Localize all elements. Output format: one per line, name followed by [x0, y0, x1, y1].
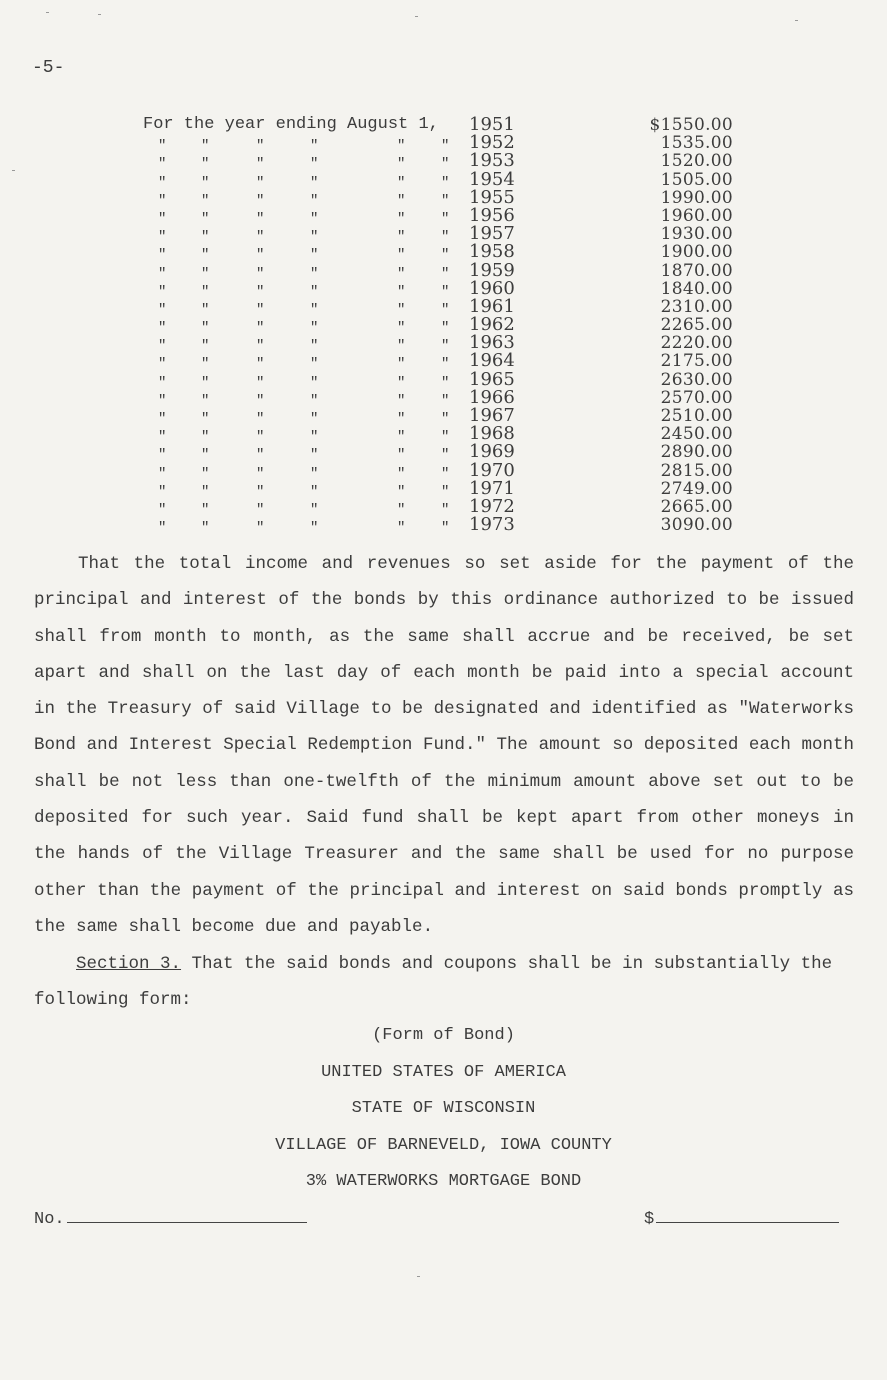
ditto-mark: "	[201, 283, 210, 300]
ditto-mark: "	[201, 447, 210, 464]
ditto-mark: "	[201, 320, 210, 337]
ditto-mark: "	[201, 483, 210, 500]
ditto-mark: "	[201, 229, 210, 246]
ditto-mark: "	[397, 429, 406, 446]
ditto-mark: "	[201, 192, 210, 209]
ditto-mark: "	[397, 465, 406, 482]
schedule-year: 1971	[469, 477, 515, 499]
ditto-mark: "	[310, 447, 319, 464]
schedule-amount: 1960.00	[660, 205, 733, 226]
bond-number-blank	[34, 1208, 307, 1229]
schedule-year: 1959	[469, 259, 515, 281]
schedule-row	[0, 295, 887, 318]
ditto-mark: "	[310, 192, 319, 209]
ditto-mark: "	[201, 392, 210, 409]
country-heading: UNITED STATES OF AMERICA	[321, 1063, 566, 1082]
ditto-mark: "	[256, 210, 265, 227]
paper-speck	[12, 170, 15, 171]
ditto-mark: "	[441, 138, 450, 155]
ditto-mark: "	[201, 247, 210, 264]
schedule-amount: 3090.00	[660, 515, 733, 536]
ditto-mark: "	[158, 520, 167, 537]
schedule-year: 1966	[469, 386, 515, 408]
schedule-row	[0, 314, 887, 337]
ditto-mark: "	[256, 411, 265, 427]
schedule-row	[0, 116, 887, 134]
ditto-mark: "	[310, 210, 319, 227]
schedule-row	[0, 223, 887, 246]
ditto-mark: "	[158, 483, 167, 500]
section-text: That the said bonds and coupons shall be in substantially the following form:	[34, 954, 833, 1011]
ditto-mark: "	[310, 229, 319, 246]
page-number: -5-	[32, 58, 65, 78]
bond-amount-blank	[644, 1208, 839, 1229]
ditto-mark: "	[310, 174, 319, 191]
ditto-mark: "	[397, 447, 406, 464]
ditto-mark: "	[397, 156, 406, 173]
schedule-amount: 2815.00	[660, 460, 733, 481]
schedule-amount: 1520.00	[660, 151, 733, 172]
ditto-mark: "	[310, 520, 319, 537]
schedule-year: 1956	[469, 204, 515, 226]
ditto-mark: "	[397, 174, 406, 191]
ditto-mark: "	[256, 247, 265, 264]
schedule-row	[0, 407, 887, 425]
schedule-amount: 1535.00	[660, 133, 733, 154]
ditto-mark: "	[310, 465, 319, 482]
schedule-amount: 2510.00	[660, 406, 733, 426]
ditto-mark: "	[158, 320, 167, 337]
ditto-mark: "	[158, 392, 167, 409]
amount-underline	[656, 1208, 839, 1223]
ditto-mark: "	[256, 156, 265, 173]
schedule-amount: 2665.00	[660, 496, 733, 517]
ditto-mark: "	[201, 356, 210, 373]
schedule-year: 1970	[469, 459, 515, 481]
ditto-mark: "	[397, 392, 406, 409]
schedule-year: 1957	[469, 223, 515, 245]
ditto-mark: "	[158, 156, 167, 173]
ditto-mark: "	[158, 301, 167, 318]
ditto-mark: "	[158, 501, 167, 518]
dollar-label: $	[644, 1210, 655, 1229]
schedule-row	[0, 259, 887, 282]
ditto-mark: "	[441, 338, 450, 355]
ditto-mark: "	[310, 429, 319, 446]
ditto-mark: "	[158, 429, 167, 446]
ditto-mark: "	[158, 247, 167, 264]
ditto-mark: "	[310, 283, 319, 300]
number-label: No.	[34, 1210, 65, 1229]
ditto-mark: "	[256, 374, 265, 391]
schedule-amount: $1550.00	[649, 115, 733, 135]
ditto-mark: "	[158, 210, 167, 227]
ditto-mark: "	[441, 392, 450, 409]
ditto-mark: "	[158, 229, 167, 246]
ditto-mark: "	[397, 320, 406, 337]
ditto-mark: "	[441, 483, 450, 500]
ditto-mark: "	[201, 301, 210, 318]
ditto-mark: "	[441, 465, 450, 482]
ditto-mark: "	[158, 356, 167, 373]
schedule-amount: 2175.00	[660, 351, 733, 372]
fund-paragraph-text: That the total income and revenues so set aside for the payment of the principal and interest of the bonds by this ordinance authorized to be issued shall from month to month, as the same shall accrue and be received, be set apart and shall on the last day of each month be paid into a special account in the Treasury of said Village to be designated and identified as "Waterworks Bond and Interest Special Redemption Fund." The amount so deposited each month shall be not less than one-twelfth of the minimum amount above set out to be deposited for such year. Said fund shall be kept apart from other moneys in the hands of the Village Treasurer and the same shall be used for no purpose other than the payment of the principal and interest on said bonds promptly as the same shall become due and payable.	[34, 554, 854, 937]
schedule-amount: 1840.00	[660, 278, 733, 299]
schedule-year: 1952	[469, 132, 515, 154]
schedule-year: 1954	[469, 168, 515, 190]
schedule-amount: 2890.00	[660, 442, 733, 463]
ditto-mark: "	[441, 210, 450, 227]
ditto-mark: "	[310, 483, 319, 500]
ditto-mark: "	[310, 156, 319, 173]
schedule-year: 1967	[469, 405, 515, 426]
schedule-year: 1965	[469, 368, 515, 390]
ditto-mark: "	[201, 411, 210, 427]
schedule-year: 1962	[469, 314, 515, 336]
ditto-mark: "	[256, 501, 265, 518]
schedule-row	[0, 514, 887, 537]
ditto-mark: "	[397, 247, 406, 264]
ditto-mark: "	[397, 520, 406, 537]
schedule-year: 1963	[469, 332, 515, 354]
ditto-mark: "	[256, 429, 265, 446]
schedule-year: 1968	[469, 423, 515, 445]
schedule-row	[0, 204, 887, 227]
ditto-mark: "	[256, 356, 265, 373]
ditto-mark: "	[441, 156, 450, 173]
schedule-amount: 2630.00	[660, 369, 733, 390]
ditto-mark: "	[201, 138, 210, 155]
ditto-mark: "	[397, 338, 406, 355]
paper-speck	[98, 14, 101, 15]
ditto-mark: "	[201, 520, 210, 537]
schedule-row	[0, 386, 887, 409]
ditto-mark: "	[441, 447, 450, 464]
schedule-amount: 2220.00	[660, 333, 733, 354]
ditto-mark: "	[256, 174, 265, 191]
schedule-amount: 2450.00	[660, 424, 733, 445]
ditto-mark: "	[441, 520, 450, 537]
ditto-mark: "	[397, 229, 406, 246]
ditto-mark: "	[201, 338, 210, 355]
section-title: Section 3.	[76, 954, 182, 974]
ditto-mark: "	[256, 229, 265, 246]
ditto-mark: "	[310, 247, 319, 264]
ditto-mark: "	[441, 229, 450, 246]
schedule-row	[0, 350, 887, 373]
schedule-row	[0, 459, 887, 482]
ditto-mark: "	[397, 265, 406, 282]
bond-title: 3% WATERWORKS MORTGAGE BOND	[305, 1172, 582, 1191]
schedule-amount: 1505.00	[660, 169, 733, 190]
ditto-mark: "	[397, 210, 406, 227]
ditto-mark: "	[310, 411, 319, 427]
ditto-mark: "	[441, 356, 450, 373]
ditto-mark: "	[158, 338, 167, 355]
ditto-mark: "	[256, 465, 265, 482]
schedule-year: 1953	[469, 150, 515, 172]
ditto-mark: "	[256, 392, 265, 409]
ditto-mark: "	[310, 138, 319, 155]
ditto-mark: "	[441, 374, 450, 391]
paper-speck	[415, 16, 418, 17]
schedule-year: 1972	[469, 495, 515, 517]
ditto-mark: "	[158, 465, 167, 482]
schedule-amount: 1990.00	[660, 187, 733, 208]
ditto-mark: "	[256, 447, 265, 464]
schedule-amount: 2265.00	[660, 315, 733, 336]
schedule-row	[0, 477, 887, 500]
schedule-amount: 2310.00	[660, 296, 733, 317]
schedule-amount: 1930.00	[660, 224, 733, 245]
schedule-row	[0, 150, 887, 173]
schedule-row	[0, 332, 887, 355]
ditto-mark: "	[256, 138, 265, 155]
ditto-mark: "	[397, 411, 406, 427]
ditto-mark: "	[441, 301, 450, 318]
ditto-mark: "	[201, 210, 210, 227]
ditto-mark: "	[256, 520, 265, 537]
schedule-year: 1969	[469, 441, 515, 463]
ditto-mark: "	[397, 374, 406, 391]
village-heading: VILLAGE OF BARNEVELD, IOWA COUNTY	[275, 1136, 612, 1155]
ditto-mark: "	[310, 301, 319, 318]
ditto-mark: "	[158, 174, 167, 191]
ditto-mark: "	[441, 429, 450, 446]
ditto-mark: "	[441, 247, 450, 264]
ditto-mark: "	[310, 265, 319, 282]
ditto-mark: "	[158, 283, 167, 300]
number-underline	[67, 1208, 307, 1223]
ditto-mark: "	[397, 138, 406, 155]
payment-schedule	[0, 114, 887, 537]
ditto-mark: "	[397, 356, 406, 373]
ditto-mark: "	[397, 501, 406, 518]
schedule-lead-text: For the year ending August 1,	[143, 115, 439, 134]
ditto-mark: "	[158, 138, 167, 155]
schedule-year: 1958	[469, 241, 515, 263]
fund-paragraph	[34, 546, 854, 945]
ditto-mark: "	[256, 338, 265, 355]
schedule-row	[0, 495, 887, 518]
ditto-mark: "	[397, 283, 406, 300]
ditto-mark: "	[201, 501, 210, 518]
ditto-mark: "	[397, 483, 406, 500]
ditto-mark: "	[158, 411, 167, 427]
ditto-mark: "	[441, 320, 450, 337]
schedule-year: 1955	[469, 186, 515, 208]
ditto-mark: "	[201, 465, 210, 482]
ditto-mark: "	[256, 192, 265, 209]
schedule-amount: 2749.00	[660, 478, 733, 499]
schedule-year: 1951	[469, 114, 515, 135]
ditto-mark: "	[310, 392, 319, 409]
ditto-mark: "	[256, 265, 265, 282]
schedule-row	[0, 132, 887, 155]
ditto-mark: "	[158, 447, 167, 464]
paper-speck	[46, 12, 49, 13]
ditto-mark: "	[256, 320, 265, 337]
schedule-row	[0, 423, 887, 446]
ditto-mark: "	[201, 174, 210, 191]
schedule-year: 1960	[469, 277, 515, 299]
ditto-mark: "	[201, 265, 210, 282]
ditto-mark: "	[158, 192, 167, 209]
schedule-row	[0, 168, 887, 191]
form-of-bond-heading: (Form of Bond)	[372, 1026, 515, 1045]
paper-speck	[417, 1276, 420, 1277]
ditto-mark: "	[441, 283, 450, 300]
ditto-mark: "	[256, 301, 265, 318]
schedule-amount: 2570.00	[660, 387, 733, 408]
ditto-mark: "	[310, 356, 319, 373]
schedule-year: 1961	[469, 295, 515, 317]
ditto-mark: "	[310, 338, 319, 355]
ditto-mark: "	[256, 283, 265, 300]
schedule-row	[0, 368, 887, 391]
ditto-mark: "	[201, 156, 210, 173]
ditto-mark: "	[441, 411, 450, 427]
ditto-mark: "	[441, 501, 450, 518]
ditto-mark: "	[310, 374, 319, 391]
schedule-year: 1964	[469, 350, 515, 372]
schedule-row	[0, 441, 887, 464]
ditto-mark: "	[441, 192, 450, 209]
section-3	[34, 946, 854, 1019]
ditto-mark: "	[441, 265, 450, 282]
schedule-row	[0, 241, 887, 264]
ditto-mark: "	[310, 501, 319, 518]
ditto-mark: "	[158, 265, 167, 282]
ditto-mark: "	[397, 192, 406, 209]
ditto-mark: "	[158, 374, 167, 391]
ditto-mark: "	[441, 174, 450, 191]
paper-speck	[795, 20, 798, 21]
schedule-amount: 1900.00	[660, 242, 733, 263]
ditto-mark: "	[256, 483, 265, 500]
schedule-row	[0, 277, 887, 300]
ditto-mark: "	[201, 374, 210, 391]
ditto-mark: "	[201, 429, 210, 446]
schedule-row	[0, 186, 887, 209]
schedule-year: 1973	[469, 514, 515, 536]
ditto-mark: "	[310, 320, 319, 337]
state-heading: STATE OF WISCONSIN	[351, 1099, 536, 1118]
schedule-amount: 1870.00	[660, 260, 733, 281]
ditto-mark: "	[397, 301, 406, 318]
